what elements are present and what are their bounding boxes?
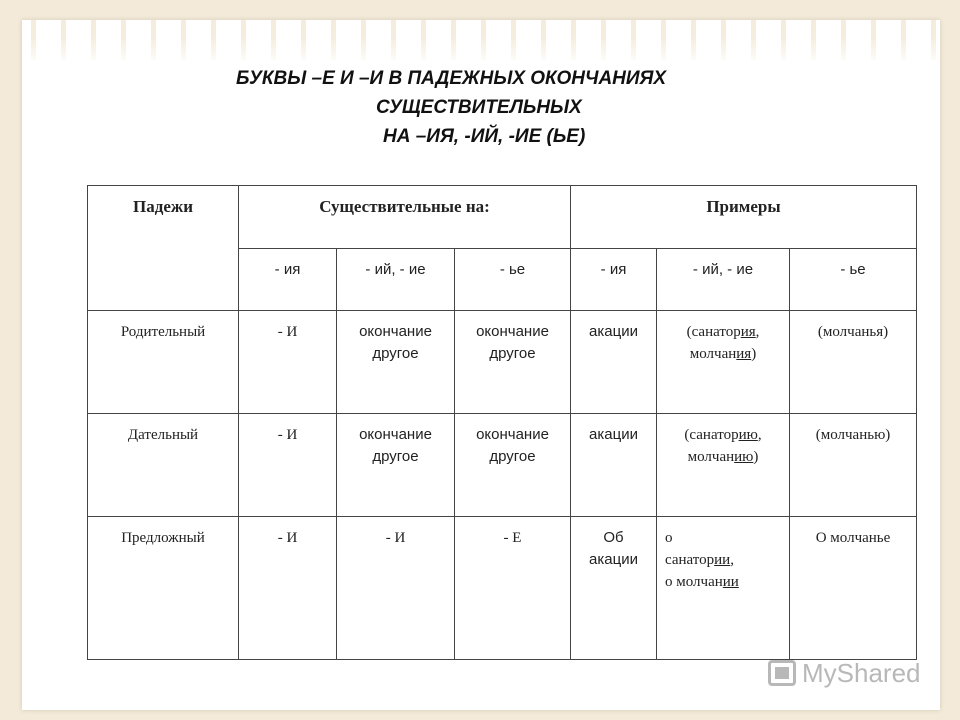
table-row [88, 517, 917, 660]
header-nouns: Существительные на: [239, 186, 571, 249]
example-cell: акации [571, 311, 657, 414]
case-cell: Родительный [88, 311, 239, 414]
table-row [88, 311, 917, 414]
perforation-fade [22, 36, 940, 66]
ending-cell: окончание другое [337, 311, 455, 414]
table-header-row [88, 186, 917, 249]
ending-cell: - И [239, 517, 337, 660]
watermark [768, 656, 921, 690]
example-cell: (санатория, молчания) [657, 311, 790, 414]
example-cell: о санатории, о молчании [657, 517, 790, 660]
case-cell: Дательный [88, 414, 239, 517]
ending-cell: окончание другое [455, 414, 571, 517]
ending-cell: - И [239, 414, 337, 517]
subheader-cell: - ье [455, 249, 571, 311]
example-cell: Об акации [571, 517, 657, 660]
subheader-cell: - ий, - ие [657, 249, 790, 311]
example-cell: (молчанья) [790, 311, 917, 414]
header-examples: Примеры [571, 186, 917, 249]
watermark-text: MyShared [802, 657, 921, 688]
subheader-cell: - ий, - ие [337, 249, 455, 311]
subheader-cell: - ия [239, 249, 337, 311]
ending-cell: окончание другое [337, 414, 455, 517]
endings-table [87, 185, 917, 660]
example-cell: акации [571, 414, 657, 517]
ending-cell: - И [337, 517, 455, 660]
myshared-logo-icon [768, 660, 796, 686]
ending-cell: - Е [455, 517, 571, 660]
title-line-2: СУЩЕСТВИТЕЛЬНЫХ [376, 97, 582, 118]
table-row [88, 414, 917, 517]
example-cell: (санаторию, молчанию) [657, 414, 790, 517]
title-line-1: БУКВЫ –Е И –И В ПАДЕЖНЫХ ОКОНЧАНИЯХ [236, 68, 667, 89]
page-title [200, 64, 820, 151]
ending-cell: окончание другое [455, 311, 571, 414]
header-cases: Падежи [88, 186, 239, 311]
case-cell: Предложный [88, 517, 239, 660]
subheader-cell: - ье [790, 249, 917, 311]
title-line-3: НА –ИЯ, -ИЙ, -ИЕ (ЬЕ) [383, 126, 586, 147]
example-cell: О молчанье [790, 517, 917, 660]
subheader-cell: - ия [571, 249, 657, 311]
example-cell: (молчанью) [790, 414, 917, 517]
ending-cell: - И [239, 311, 337, 414]
